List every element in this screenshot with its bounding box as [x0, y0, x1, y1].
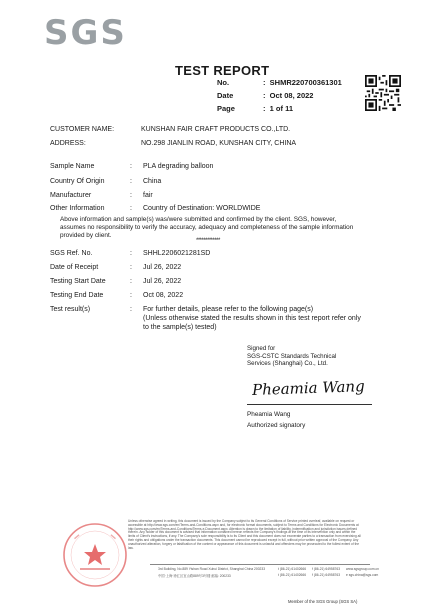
- detail-row-value: Jul 26, 2022: [143, 264, 182, 271]
- signed-for-label: Signed for: [247, 345, 276, 352]
- detail-row-label: Testing End Date: [50, 292, 104, 299]
- fax-number: f (86-21) 64958763: [312, 567, 341, 571]
- sample-row: [50, 163, 213, 170]
- sample-row-label: Country Of Origin: [50, 178, 105, 185]
- signatory-role: Authorized signatory: [247, 422, 306, 429]
- sample-row-label: Sample Name: [50, 163, 95, 170]
- detail-row: [50, 250, 210, 257]
- customer-name-label: CUSTOMER NAME:: [50, 126, 115, 133]
- colon: :: [130, 163, 132, 170]
- sample-row: [50, 178, 161, 185]
- company-name-line: SGS-CSTC Standards Technical: [247, 352, 337, 360]
- separator-stars: *************: [196, 238, 220, 244]
- handwritten-signature: [250, 372, 370, 402]
- sample-row-value: fair: [143, 192, 153, 199]
- customer-name-row: [50, 126, 290, 133]
- customer-name-value: KUNSHAN FAIR CRAFT PRODUCTS CO.,LTD.: [141, 126, 291, 133]
- company-seal-stamp: [62, 522, 128, 588]
- sample-row: [50, 205, 260, 212]
- report-number-value: SHMR220700361301: [269, 78, 342, 87]
- colon: :: [263, 104, 266, 113]
- disclaimer-text: Above information and sample(s) was/were submitted and confirmed by the client. SGS, however, assumes no responsibility to verify the accuracy, adequacy and completeness of the sample information provided by client.: [60, 216, 354, 239]
- address-value: NO.298 JIANLIN ROAD, KUNSHAN CITY, CHINA: [141, 140, 297, 147]
- colon: :: [263, 91, 266, 100]
- detail-row: [50, 278, 181, 285]
- company-name-line: Services (Shanghai) Co., Ltd.: [247, 360, 328, 368]
- signature-script: Pheamia Wang: [251, 377, 365, 400]
- result-note: (Unless otherwise stated the results shown in this test report refer only: [143, 315, 361, 322]
- colon: :: [130, 205, 132, 212]
- address-cn: 中国·上海·徐汇区宜山路889号3号楼 邮编: 200233: [158, 574, 231, 578]
- website-link[interactable]: www.sgsgroup.com.cn: [346, 567, 379, 571]
- report-page-label: Page: [217, 104, 235, 113]
- sample-row-label: Other Information: [50, 205, 105, 212]
- colon: :: [130, 178, 132, 185]
- fax-number: f (86-21) 64958763: [312, 573, 341, 577]
- sgs-logo: SGS: [44, 13, 127, 53]
- colon: :: [130, 250, 132, 257]
- detail-row: [50, 306, 313, 313]
- detail-row-label: SGS Ref. No.: [50, 250, 93, 257]
- colon: :: [130, 192, 132, 199]
- report-number-row: [217, 78, 342, 87]
- report-date-label: Date: [217, 91, 234, 100]
- colon: :: [130, 306, 132, 313]
- sample-row-value: China: [143, 178, 162, 185]
- colon: :: [130, 264, 132, 271]
- sample-row-value: PLA degrading balloon: [143, 163, 214, 170]
- sample-row: [50, 192, 153, 199]
- address-label: ADDRESS:: [50, 140, 86, 147]
- colon: :: [130, 292, 132, 299]
- detail-row: [50, 292, 183, 299]
- report-number-label: No.: [217, 78, 230, 87]
- detail-row-value: Jul 26, 2022: [143, 278, 182, 285]
- colon: :: [263, 78, 266, 87]
- detail-row-value: Oct 08, 2022: [143, 292, 184, 299]
- terms-and-conditions: Unless otherwise agreed in writing, this document is issued by the Company subject to its General Conditions of Service printed overleaf, available on request or accessible at http://www.sgs.com/en/Terms-and-Conditions.aspx and, for electronic format documents, subject to Terms and Conditions for Electronic Documents at http://www.sgs.com/en/Terms-and-Conditions/Terms-e-Document.aspx. Attention is drawn to the limitation of liability, indemnification and jurisdiction issues defined therein. Any holder of this document is advised that information contained hereon reflects the Company's findings at the time of its intervention only and within the limits of Client's instructions, if any. The Company's sole responsibility is to its Client and this document does not exonerate parties to a transaction from exercising all their rights and obligations under the transaction documents. This document cannot be reproduced except in full, without prior written approval of the Company. Any unauthorized alteration, forgery or falsification of the content or appearance of this document is unlawful and offenders may be prosecuted to the fullest extent of the law.: [128, 519, 361, 550]
- sample-row-label: Manufacturer: [50, 192, 92, 199]
- detail-row-label: Testing Start Date: [50, 278, 106, 285]
- signatory-name: Pheamia Wang: [247, 411, 291, 418]
- sample-row-value: Country of Destination: WORLDWIDE: [143, 205, 261, 212]
- detail-row-label: Test result(s): [50, 306, 91, 313]
- page-title: TEST REPORT: [175, 63, 270, 78]
- detail-row: [50, 264, 181, 271]
- signatory-company: [247, 345, 336, 368]
- detail-row-label: Date of Receipt: [50, 264, 99, 271]
- signatory-details: [247, 409, 305, 431]
- detail-row-value: For further details, please refer to the following page(s): [143, 306, 314, 313]
- email-link[interactable]: e sgs.china@sgs.com: [346, 573, 379, 577]
- phone-number: t (86-21) 61402666: [278, 567, 307, 571]
- report-date-value: Oct 08, 2022: [269, 91, 314, 100]
- colon: :: [130, 278, 132, 285]
- report-page-row: [217, 104, 293, 113]
- address-en: 3rd Building, No.889 Yishan Road Xuhui District, Shanghai China 200233: [158, 567, 266, 571]
- footer-divider: [150, 564, 370, 565]
- member-line: Member of the SGS Group (SGS SA): [288, 599, 358, 604]
- result-note: to the sample(s) tested): [143, 324, 217, 331]
- report-page-value: 1 of 11: [269, 104, 294, 113]
- address-row: [50, 140, 296, 147]
- qr-code: [365, 75, 401, 111]
- detail-row-value: SHHL2206021281SD: [143, 250, 211, 257]
- signature-line: [247, 404, 372, 405]
- report-date-row: [217, 91, 313, 100]
- phone-number: t (86-21) 61402666: [278, 573, 307, 577]
